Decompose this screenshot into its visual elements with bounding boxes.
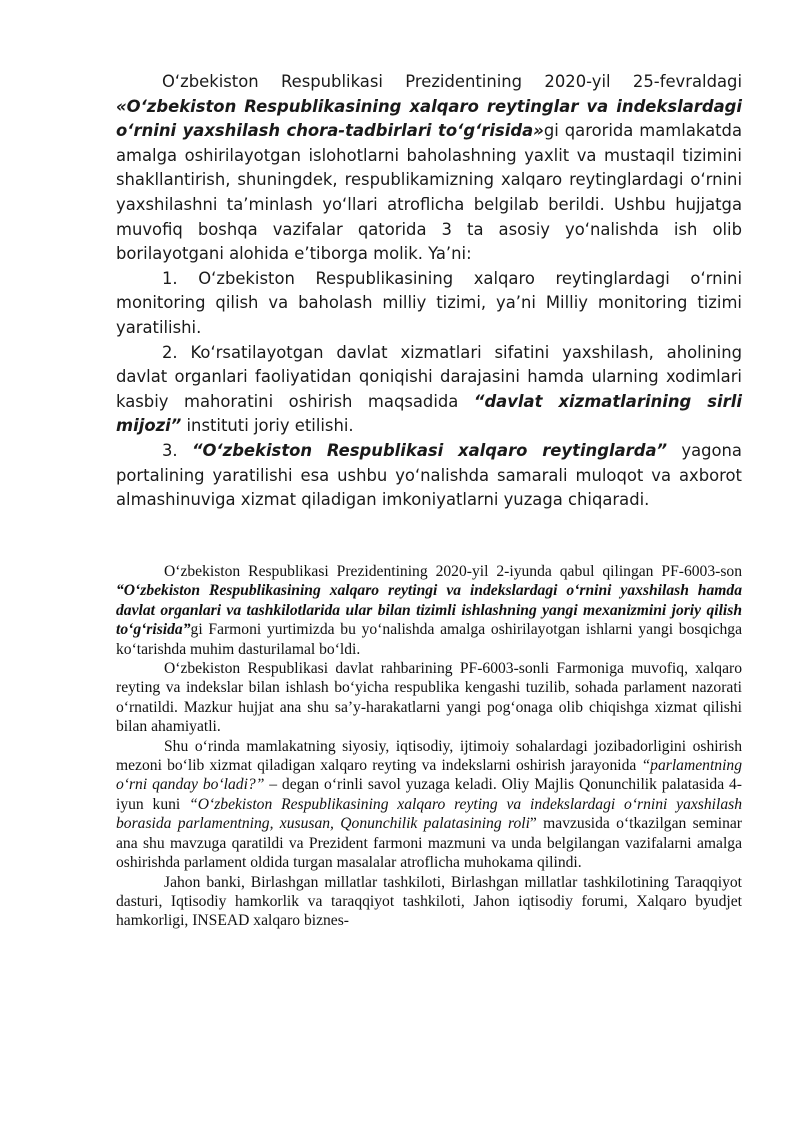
paragraph-5-text: O‘zbekiston Respublikasi Prezidentining 2020-yil 2-iyunda qabul qilingan PF-6003-son — [164, 563, 742, 580]
list-item-2-text: 2. Ko‘rsatilayotgan davlat xizmatlari sifatini yaxshilash, aholining davlat organlari faoliyatidan qoniqishi darajasini hamda ularning xodimlari kasbiy mahoratini oshirish maqsadida — [116, 342, 742, 411]
mystery-client-term: “davlat xizmatlarining sirli mijozi” — [116, 391, 742, 436]
serif-text-block — [116, 562, 742, 931]
paragraph-6: O‘zbekiston Respublikasi davlat rahbarining PF-6003-sonli Farmoniga muvofiq, xalqaro reyting va indekslar bilan ishlash bo‘yicha respublika kengashi tuzilib, sohada parlament nazorati o‘rnatildi. Mazkur hujjat ana shu sa’y-harakatlarni yangi pog‘onaga olib chiqishga xizmat qilishi bilan ahamiyatli. — [116, 660, 742, 736]
list-item-2-text-cont: instituti joriy etilishi. — [181, 416, 354, 436]
parliament-question: “parlamentning o‘rni qanday bo‘ladi?” — [116, 757, 742, 794]
portal-name: “O‘zbekiston Respublikasi xalqaro reytinglarda” — [191, 440, 668, 460]
paragraph-1-text-cont: gi qarorida mamlakatda amalga oshirilayotgan islohotlarni baholashning yaxlit va mustaqil tizimini shakllantirish, shuningdek, respublikamizning xalqaro reytinglardagi o‘rnini yaxshilashni ta’minlash yo‘llari atroflicha belgilab berildi. Ushbu hujjatga muvofiq boshqa vazifalar qatorida 3 ta asosiy yo‘nalishda ish olib borilayotgani alohida e’tiborga molik. Ya’ni: — [116, 121, 742, 264]
seminar-title: “O‘zbekiston Respublikasining xalqaro reyting va indekslardagi o‘rnini yaxshilash borasida parlamentning, xususan, Qonunchilik palatasining roli — [116, 795, 742, 833]
paragraph-5-text-cont: gi Farmoni yurtimizda bu yo‘nalishda amalga oshirilayotgan ishlarni yangi bosqichga ko‘tarishda muhim dasturilamal bo‘ldi. — [116, 621, 742, 658]
list-item-3-number: 3. — [162, 440, 192, 460]
list-item-2 — [116, 341, 742, 439]
paragraph-7-text-cont: – degan o‘rinli savol yuzaga keladi. Oliy Majlis Qonunchilik palatasida 4-iyun kuni — [116, 776, 742, 813]
decree-title: “O‘zbekiston Respublikasining xalqaro reytingi va indekslardagi o‘rnini yaxshilash hamda davlat organlari va tashkilotlarida ular bilan tizimli ishlashning yangi mexanizmini joriy qilish to‘g‘risida” — [116, 582, 742, 639]
paragraph-7-text-end: ” mavzusida o‘tkazilgan seminar ana shu mavzuga qaratildi va Prezident farmoni mazmuni va unda belgilangan vazifalarni amalga oshirishda parlament oldida turgan masalalar atroflicha muhokama qilindi. — [116, 815, 742, 872]
paragraph-7 — [116, 737, 742, 873]
paragraph-8: Jahon banki, Birlashgan millatlar tashkiloti, Birlashgan millatlar tashkilotining Taraqqiyot dasturi, Iqtisodiy hamkorlik va taraqqiyot tashkiloti, Jahon iqtisodiy forumi, Xalqaro byudjet hamkorligi, INSEAD xalqaro biznes- — [116, 873, 742, 930]
list-item-3 — [116, 439, 742, 513]
sans-text-block — [116, 70, 742, 513]
resolution-title: «O‘zbekiston Respublikasining xalqaro reytinglar va indekslardagi o‘rnini yaxshilash chora-tadbirlari to‘g‘risida» — [116, 96, 742, 141]
paragraph-7-text: Shu o‘rinda mamlakatning siyosiy, iqtisodiy, ijtimoiy sohalardagi jozibadorligini oshirish mezoni bo‘lib xizmat qiladigan xalqaro reyting va indekslarni oshirish jarayonida — [116, 737, 742, 775]
paragraph-5 — [116, 562, 742, 659]
list-item-1: 1. O‘zbekiston Respublikasining xalqaro reytinglardagi o‘rnini monitoring qilish va baholash milliy tizimi, ya’ni Milliy monitoring tizimi yaratilishi. — [116, 268, 742, 337]
paragraph-1 — [116, 70, 742, 267]
list-item-3-text-cont: yagona portalining yaratilishi esa ushbu yo‘nalishda samarali muloqot va axborot almashinuviga xizmat qiladigan imkoniyatlarni yuzaga chiqaradi. — [116, 440, 742, 510]
paragraph-1-text: O‘zbekiston Respublikasi Prezidentining 2020-yil 25-fevraldagi — [162, 72, 742, 91]
